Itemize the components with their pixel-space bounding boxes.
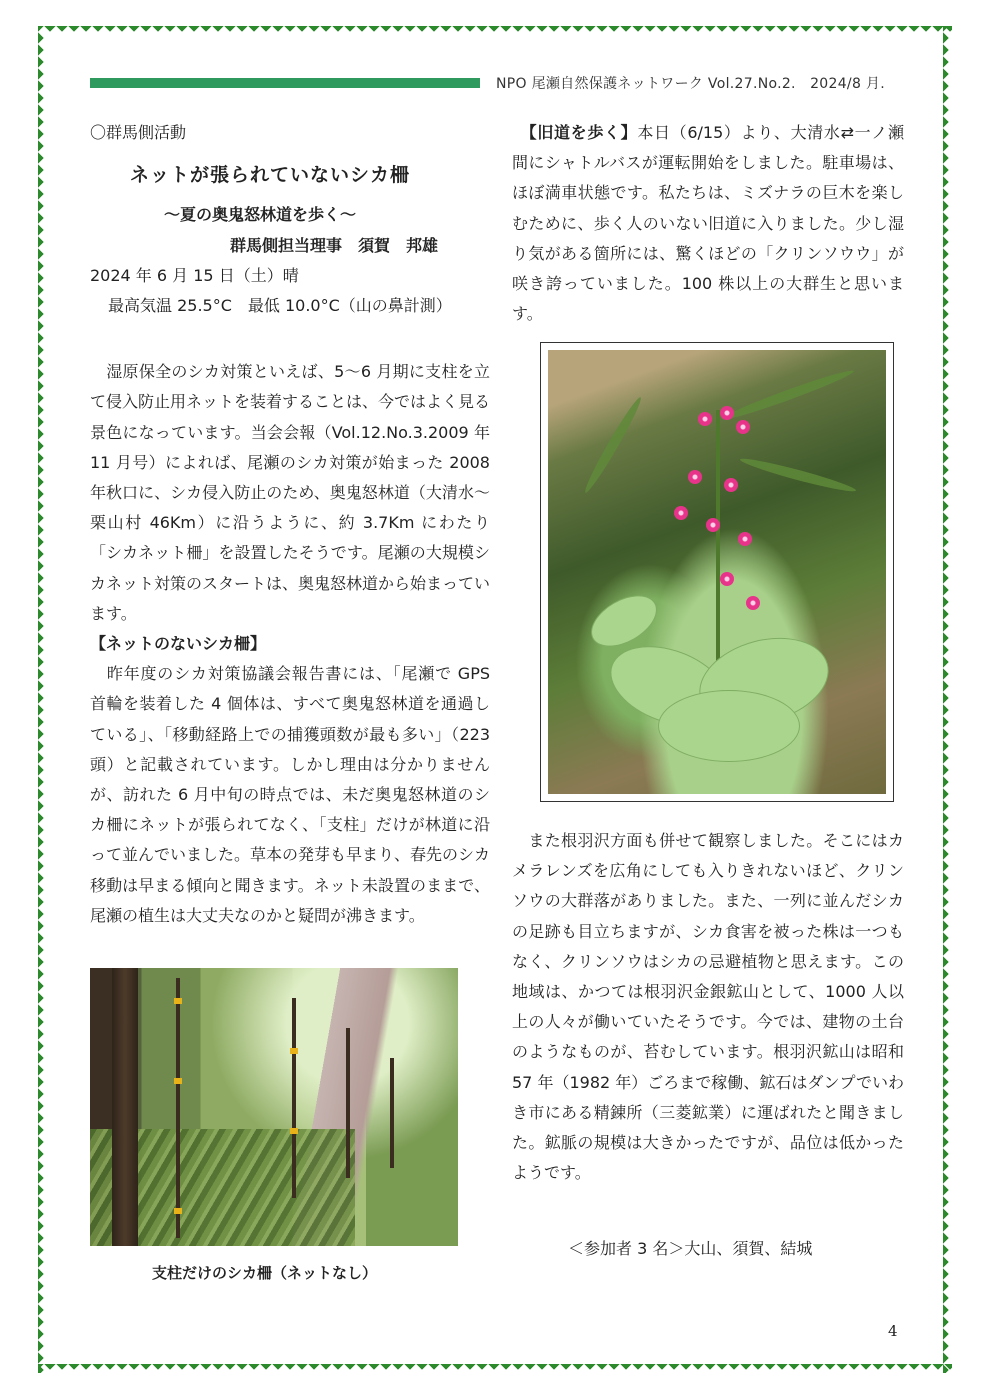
photo-tree-trunk: [112, 968, 138, 1246]
decorative-border-top: [38, 26, 952, 35]
photo-bloom: [688, 470, 702, 484]
photo-bloom: [720, 572, 734, 586]
right-column: [512, 118, 904, 329]
photo-bloom: [720, 406, 734, 420]
article-author: 群馬側担当理事 須賀 邦雄: [230, 235, 439, 255]
photo-pole-band: [290, 1128, 298, 1134]
temperature-note: 最高気温 25.5°C 最低 10.0°C（山の鼻計測）: [108, 296, 452, 316]
photo-fence-pole: [176, 978, 180, 1238]
photo-bamboo-leaf: [581, 395, 645, 495]
participants-list: ＜参加者 3 名＞大山、須賀、結城: [568, 1239, 813, 1258]
old-road-paragraph: [512, 118, 904, 329]
old-road-text: 本日（6/15）より、大清水⇄一ノ瀬間にシャトルバスが運転開始をしました。駐車場は、ほぼ満車状態です。私たちは、ミズナラの巨木を楽しむために、歩く人のいない旧道に入りました。少し湿り気がある箇所には、驚くほどの「クリンソウウ」が咲き誇っていました。100 株以上の大群生と思います。: [512, 123, 904, 324]
photo-leaf: [658, 690, 800, 762]
article-date: 2024 年 6 月 15 日（土）晴: [90, 265, 299, 285]
intro-paragraph: 湿原保全のシカ対策といえば、5～6 月期に支柱を立て侵入防止用ネットを装着することは、今ではよく見る景色になっています。当会会報（Vol.12.No.3.2009 年 11 月号）によれば、尾瀬のシカ対策が始まった 2008 年秋口に、シカ侵入防止のため、奥鬼怒林道（大清水～栗山村 46Km）に沿うように、約 3.7Km にわたり「シカネット柵」を設置したそうです。尾瀬の大規模シカネット対策のスタートは、奥鬼怒林道から始まっています。: [90, 362, 491, 623]
page-number: 4: [888, 1322, 898, 1340]
photo-bloom: [698, 412, 712, 426]
newsletter-header: NPO 尾瀬自然保護ネットワーク Vol.27.No.2. 2024/8 月.: [496, 76, 885, 92]
primrose-photo-frame: [540, 342, 894, 802]
primrose-photo: [548, 350, 886, 794]
article-subtitle: ～夏の奥鬼怒林道を歩く～: [164, 205, 357, 225]
article-title: ネットが張られていないシカ柵: [130, 164, 411, 187]
photo-fence-pole: [390, 1058, 394, 1168]
section-label: 〇群馬側活動: [90, 123, 187, 142]
photo-pole-band: [174, 998, 182, 1004]
forest-fence-photo: [90, 968, 458, 1246]
photo-pole-band: [174, 1208, 182, 1214]
photo-fence-pole: [346, 1028, 350, 1178]
no-net-paragraph: 昨年度のシカ対策協議会報告書には、「尾瀬で GPS 首輪を装着した 4 個体は、すべて奥鬼怒林道を通過している」、「移動経路上での捕獲頭数が最も多い」（223 頭）と記載されています。しかし理由は分かりませんが、訪れた 6 月中旬の時点では、未だ奥鬼怒林道のシカ柵にネットが張られてなく、「支柱」だけが林道に沿って並んでいました。草本の発芽も早まり、春先のシカ移動は早まる傾向と聞きます。ネット未設置のままで、尾瀬の植生は大丈夫なのかと疑問が沸きます。: [90, 664, 491, 925]
photo-pole-band: [290, 1048, 298, 1054]
right-column-lower: [512, 826, 904, 1188]
decorative-border-bottom: [38, 1364, 952, 1373]
photo-bloom: [736, 420, 750, 434]
heading-no-net: 【ネットのないシカ柵】: [90, 634, 267, 654]
photo-pole-band: [174, 1078, 182, 1084]
decorative-border-left: [38, 26, 47, 1373]
nebazawa-paragraph: また根羽沢方面も併せて観察しました。そこにはカメラレンズを広角にしても入りきれないほど、クリンソウの大群落がありました。また、一列に並んだシカの足跡も目立ちますが、シカ食害を被った株は一つもなく、クリンソウはシカの忌避植物と思えます。この地域は、かつては根羽沢金銀鉱山として、1000 人以上の人々が働いていたそうです。今では、建物の土台のようなものが、苔むしています。根羽沢鉱山は昭和 57 年（1982 年）ごろまで稼働、鉱石はダンプでいわき市にある精錬所（三菱鉱業）に運ばれたと聞きました。鉱脈の規模は大きかったですが、品位は低かったようです。: [512, 831, 904, 1183]
photo-fence-pole: [292, 998, 296, 1198]
photo-bamboo-leaf: [739, 455, 857, 496]
left-column: [90, 118, 490, 931]
spacer: [90, 321, 490, 357]
photo-caption: 支柱だけのシカ柵（ネットなし）: [152, 1264, 378, 1282]
photo-bloom: [746, 596, 760, 610]
header-bar: [90, 78, 480, 88]
photo-bloom: [706, 518, 720, 532]
photo-bloom: [738, 532, 752, 546]
decorative-border-right: [943, 26, 952, 1373]
photo-bloom: [724, 478, 738, 492]
photo-bamboo-leaf: [721, 366, 856, 423]
old-road-heading: 【旧道を歩く】: [528, 123, 638, 142]
photo-bloom: [674, 506, 688, 520]
